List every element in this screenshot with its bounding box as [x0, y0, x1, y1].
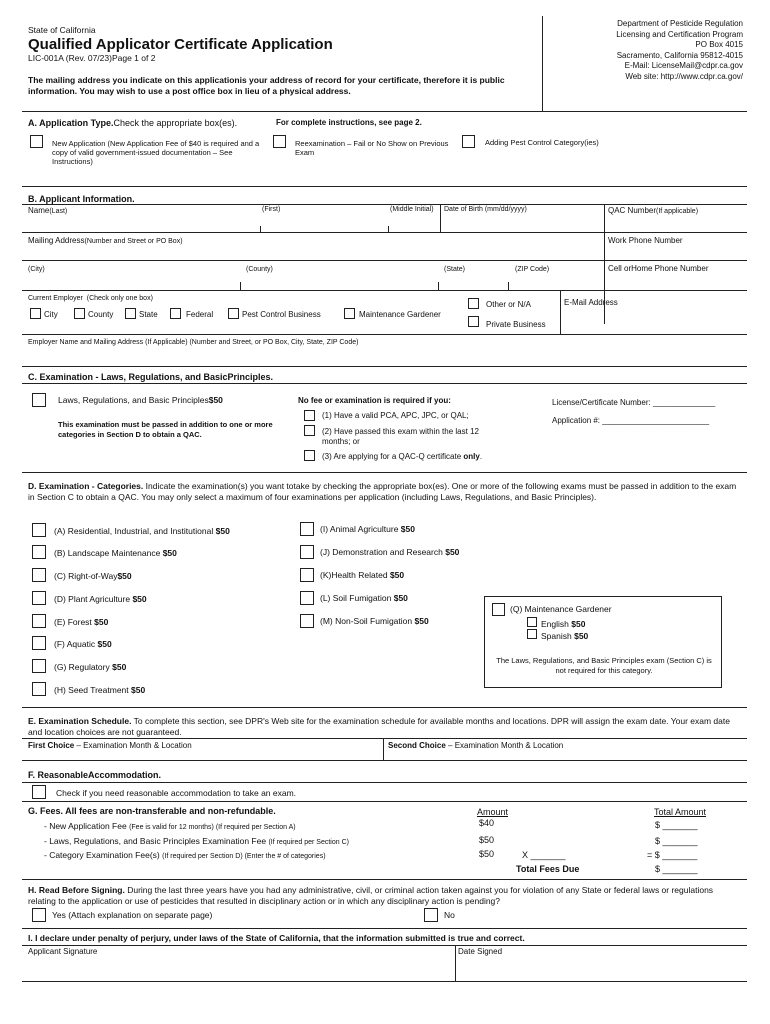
- spanish-checkbox[interactable]: [527, 629, 537, 639]
- accommodation-label: Check if you need reasonable accommodation to take an exam.: [56, 788, 297, 798]
- cat-q-note: The Laws, Regulations, and Basic Principles exam (Section C) is not required for this category.: [496, 656, 712, 675]
- mailing-address-input[interactable]: [30, 246, 600, 260]
- state-field-label: (State): [444, 266, 466, 273]
- cat-f-label: (F) Aquatic $50: [54, 639, 112, 649]
- cat-b-label: (B) Landscape Maintenance $50: [54, 548, 177, 558]
- employer-maint-gardener-label: Maintenance Gardener: [359, 310, 441, 319]
- cat-l-checkbox[interactable]: [300, 591, 314, 605]
- employer-label: Current Employer (Check only one box): [28, 295, 153, 302]
- section-c-heading: C. Examination - Laws, Regulations, and BasicPrinciples.: [28, 372, 274, 382]
- fee-row-new: - New Application Fee (Fee is valid for 12 months) (If required per Section A): [44, 821, 296, 831]
- section-f-heading: F. ReasonableAccommodation.: [28, 770, 162, 780]
- signature-field[interactable]: [30, 957, 450, 979]
- reexamination-checkbox[interactable]: [273, 135, 286, 148]
- employer-state-label: State: [139, 310, 158, 319]
- cat-i-label: (I) Animal Agriculture $50: [320, 524, 415, 534]
- cat-k-label: (K)Health Related $50: [320, 570, 405, 580]
- date-signed-label: Date Signed: [458, 947, 503, 956]
- lrbp-label: Laws, Regulations, and Basic Principles$50: [58, 395, 223, 405]
- adding-category-label: Adding Pest Control Category(ies): [485, 138, 599, 147]
- dept-address: Department of Pesticide Regulation Licensing and Certification Program PO Box 4015 Sacramento, California 95812-4015 E-Mail: LicenseMail@cdpr.ca.gov Web site: http://www.cdpr.ca.gov/: [616, 19, 743, 81]
- zip-label: (ZIP Code): [515, 266, 550, 273]
- employer-federal-checkbox[interactable]: [170, 308, 181, 319]
- cat-h-label: (H) Seed Treatment $50: [54, 685, 146, 695]
- cat-a-label: (A) Residential, Industrial, and Institutional $50: [54, 526, 230, 536]
- cat-c-label: (C) Right-of-Way$50: [54, 571, 132, 581]
- employer-pcb-label: Pest Control Business: [242, 310, 321, 319]
- reexamination-label: Reexamination – Fail or No Show on Previous Exam: [295, 139, 449, 157]
- cell-phone-label: Cell orHome Phone Number: [608, 264, 709, 273]
- cat-a-checkbox[interactable]: [32, 523, 46, 537]
- cat-d-checkbox[interactable]: [32, 591, 46, 605]
- fee-row-lrbp: - Laws, Regulations, and Basic Principles Examination Fee (If required per Section C): [44, 836, 349, 846]
- date-signed-field[interactable]: [460, 957, 740, 979]
- cat-j-label: (J) Demonstration and Research $50: [320, 547, 460, 557]
- no-checkbox[interactable]: [424, 908, 438, 922]
- email-label: E-Mail Address: [564, 298, 618, 307]
- first-label: (First): [262, 206, 281, 213]
- employer-county-checkbox[interactable]: [74, 308, 85, 319]
- cat-l-label: (L) Soil Fumigation $50: [320, 593, 408, 603]
- county-label: (County): [246, 266, 273, 273]
- name-label: Name(Last): [28, 206, 68, 215]
- amount-header: Amount: [477, 807, 509, 817]
- fee-category-total[interactable]: = $ _______: [647, 850, 698, 860]
- section-h-text: H. Read Before Signing. During the last three years have you had any administrative, civil, or criminal action taken against you for violation of any State or federal laws or regulations relating to the application or use of pesticides that resulted in disciplinary action or in which any disciplinary action is pending?: [28, 885, 714, 906]
- state-label: State of California: [28, 25, 96, 35]
- fee-lrbp-total[interactable]: $ _______: [655, 836, 698, 846]
- cat-f-checkbox[interactable]: [32, 636, 46, 650]
- cat-q-checkbox[interactable]: [492, 603, 505, 616]
- no-fee-note: No fee or examination is required if you:: [298, 396, 451, 405]
- form-id: LIC-001A (Rev. 07/23)Page 1 of 2: [28, 53, 156, 63]
- section-a-heading: A. Application Type.Check the appropriate box(es).: [28, 118, 238, 128]
- mailing-label: Mailing Address(Number and Street or PO Box): [28, 236, 183, 245]
- fee-lrbp-amount: $50: [479, 835, 495, 845]
- name-input[interactable]: [30, 214, 435, 232]
- cat-g-checkbox[interactable]: [32, 659, 46, 673]
- cat-j-checkbox[interactable]: [300, 545, 314, 559]
- exempt-3-checkbox[interactable]: [304, 450, 315, 461]
- cat-e-checkbox[interactable]: [32, 614, 46, 628]
- form-title: Qualified Applicator Certificate Application: [28, 36, 333, 53]
- employer-city-label: City: [44, 310, 58, 319]
- first-choice-label: First Choice – Examination Month & Location: [28, 741, 192, 750]
- employer-city-checkbox[interactable]: [30, 308, 41, 319]
- fee-row-category: - Category Examination Fee(s) (If required per Section D) (Enter the # of categories): [44, 850, 326, 860]
- section-g-heading: G. Fees. All fees are non-transferable and non-refundable.: [28, 806, 276, 816]
- exempt-1-checkbox[interactable]: [304, 410, 315, 421]
- cat-k-checkbox[interactable]: [300, 568, 314, 582]
- yes-label: Yes (Attach explanation on separate page): [52, 910, 213, 920]
- employer-pcb-checkbox[interactable]: [228, 308, 239, 319]
- employer-address-label: Employer Name and Mailing Address (If Applicable) (Number and Street, or PO Box, City, State, ZIP Code): [28, 339, 359, 346]
- english-checkbox[interactable]: [527, 617, 537, 627]
- employer-county-label: County: [88, 310, 114, 319]
- section-e-text: E. Examination Schedule. To complete this section, see DPR's Web site for the examination schedule for available months and locations. DPR will assign the exam date. Your exam date and location choices are not guaranteed.: [28, 716, 730, 737]
- fee-category-amount: $50: [479, 849, 495, 859]
- fee-new-amount: $40: [479, 818, 495, 828]
- exempt-2-label: (2) Have passed this exam within the last 12 months; or: [322, 427, 479, 446]
- employer-federal-label: Federal: [186, 310, 214, 319]
- cat-h-checkbox[interactable]: [32, 682, 46, 696]
- fee-category-count[interactable]: X _______: [522, 850, 566, 860]
- employer-other-checkbox[interactable]: [468, 298, 479, 309]
- exempt-1-label: (1) Have a valid PCA, APC, JPC, or QAL;: [322, 411, 469, 420]
- cat-i-checkbox[interactable]: [300, 522, 314, 536]
- adding-category-checkbox[interactable]: [462, 135, 475, 148]
- cat-g-label: (G) Regulatory $50: [54, 662, 127, 672]
- city-label: (City): [28, 266, 45, 273]
- total-amount-header: Total Amount: [654, 807, 707, 817]
- total-fees-due-value[interactable]: $ _______: [655, 864, 698, 874]
- middle-label: (Middle Initial): [390, 206, 434, 213]
- cat-d-label: (D) Plant Agriculture $50: [54, 594, 147, 604]
- lrbp-must-note: This examination must be passed in addition to one or more categories in Section D to obtain a QAC.: [58, 420, 273, 439]
- section-b-heading: B. Applicant Information.: [28, 194, 135, 204]
- fee-new-total[interactable]: $ _______: [655, 820, 698, 830]
- new-application-checkbox[interactable]: [30, 135, 43, 148]
- employer-other-label: Other or N/A: [486, 300, 531, 309]
- new-application-label: New Application (New Application Fee of $40 is required and a copy of valid government-issued documentation – See Instructions): [52, 139, 260, 166]
- section-i-heading: I. I declare under penalty of perjury, under laws of the State of California, that the information submitted is true and correct.: [28, 933, 525, 943]
- employer-maint-gardener-checkbox[interactable]: [344, 308, 355, 319]
- lrbp-checkbox[interactable]: [32, 393, 46, 407]
- address-notice: The mailing address you indicate on this applicationis your address of record for your certificate, therefore it is public information. You may wish to use a post office box in lieu of a physical address.: [28, 75, 505, 96]
- dob-label: Date of Birth (mm/dd/yyyy): [444, 206, 527, 213]
- no-label: No: [444, 910, 455, 920]
- exempt-3-label: (3) Are applying for a QAC-Q certificate only.: [322, 452, 483, 461]
- employer-private-label: Private Business: [486, 320, 546, 329]
- section-d-text: D. Examination - Categories. Indicate the examination(s) you want totake by checking the appropriate box(es). One or more of the following exams must be passed in addition to the exam in Section C to obtain a QAC. You may only select a maximum of four examinations per application (including Laws, Regulations, and Basic Principles).: [28, 481, 737, 502]
- cat-m-label: (M) Non-Soil Fumigation $50: [320, 616, 429, 626]
- employer-state-checkbox[interactable]: [125, 308, 136, 319]
- cat-q-label: (Q) Maintenance Gardener: [510, 604, 612, 614]
- signature-label: Applicant Signature: [28, 947, 98, 956]
- second-choice-label: Second Choice – Examination Month & Location: [388, 741, 564, 750]
- spanish-label: Spanish $50: [541, 631, 589, 641]
- accommodation-checkbox[interactable]: [32, 785, 46, 799]
- yes-checkbox[interactable]: [32, 908, 46, 922]
- english-label: English $50: [541, 619, 586, 629]
- license-number-label: License/Certificate Number: ______________: [552, 398, 716, 407]
- work-phone-label: Work Phone Number: [608, 236, 683, 245]
- cat-e-label: (E) Forest $50: [54, 617, 109, 627]
- qac-label: QAC Number(If applicable): [608, 206, 699, 215]
- cat-m-checkbox[interactable]: [300, 614, 314, 628]
- section-a-note: For complete instructions, see page 2.: [276, 118, 422, 127]
- exempt-2-checkbox[interactable]: [304, 425, 315, 436]
- cat-b-checkbox[interactable]: [32, 545, 46, 559]
- total-fees-due-label: Total Fees Due: [516, 864, 580, 874]
- application-number-label: Application #: ________________________: [552, 416, 710, 425]
- cat-c-checkbox[interactable]: [32, 568, 46, 582]
- employer-private-checkbox[interactable]: [468, 316, 479, 327]
